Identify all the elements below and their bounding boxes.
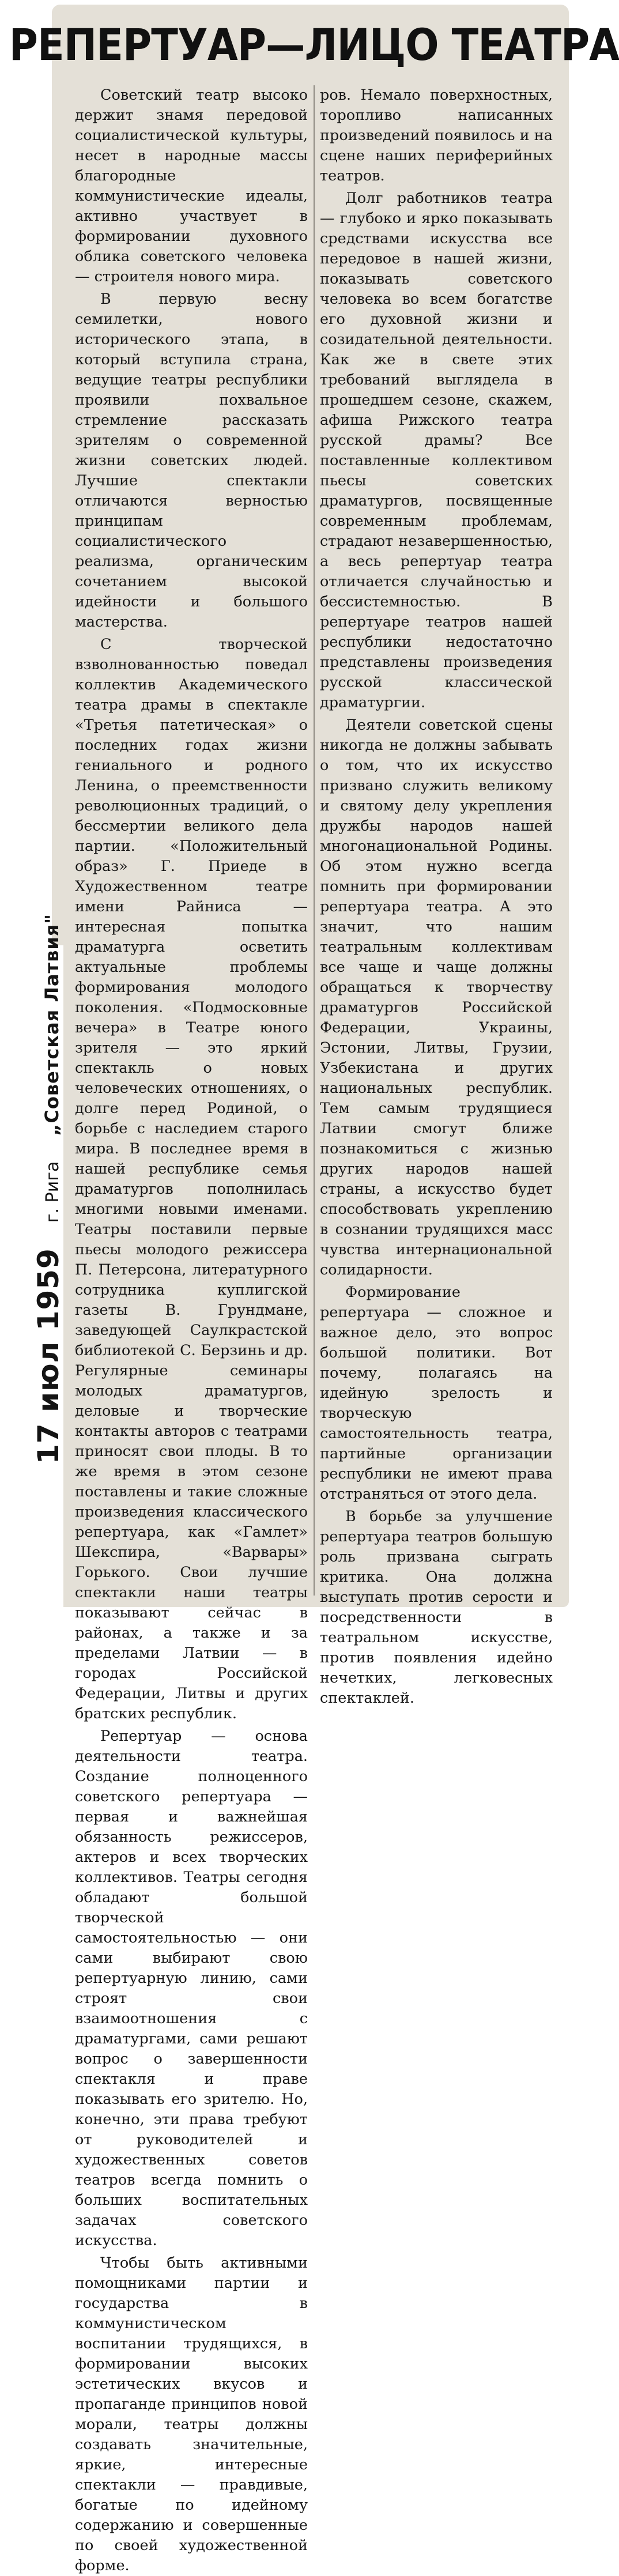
archive-stamp xyxy=(0,914,65,1614)
column-right xyxy=(320,85,553,1707)
column-divider xyxy=(314,85,315,1596)
stamp-date: 17 июл 1959 xyxy=(32,1248,65,1464)
paragraph: В борьбе за улучшение репертуара театров большую роль призвана сыграть критика. Она должна выступать против серости и посредственности в театральном искусстве, против появления идейно нечетких, легковесных спектаклей. xyxy=(320,1508,553,1707)
stamp-text xyxy=(32,914,65,1464)
stamp-newspaper-name: „Советская Латвия" xyxy=(41,914,63,1136)
headline: РЕПЕРТУАР—ЛИЦО ТЕАТРА xyxy=(9,18,619,70)
stamp-city: г. Рига xyxy=(43,1161,63,1223)
paragraph: В первую весну семилетки, нового исторического этапа, в который вступила страна, ведущие театры республики проявили похвальное стремление рассказать зрителям о современной жизни советских людей. Лучшие спектакли отличаются верностью принципам социалистического реализма, органическим сочетанием высокой идейности и большого мастерства. xyxy=(75,291,308,631)
paragraph: Репертуар — основа деятельности театра. Создание полноценного советского репертуара — первая и важнейшая обязанность режиссеров, актеров и всех творческих коллективов. Театры сегодня обладают большой творческой самостоятельностью — они сами выбирают свою репертуарную линию, сами строят свои взаимоотношения с драматургами, сами решают вопрос о завершенности спектакля и праве показывать его зрителю. Но, конечно, эти права требуют от руководителей и художественных советов театров всегда помнить о больших воспитательных задачах советского искусства. xyxy=(75,1728,308,2249)
paragraph: С творческой взволнованностью поведал коллектив Академического театра драмы в спектакле «Третья патетическая» о последних годах жизни гениального и родного Ленина, о преемственности революционных традиций, о бессмертии великого дела партии. «Положительный образ» Г. Приеде в Художественном театре имени Райниса — интересная попытка драматурга осветить актуальные проблемы формирования молодого поколения. «Подмосковные вечера» в Театре юного зрителя — это яркий спектакль о новых человеческих отношениях, о долге перед Родиной, о борьбе с наследием старого мира. В последнее время в нашей республике семья драматургов пополнилась многими новыми именами. Театры поставили первые пьесы молодого режиссера П. Петерсона, литературного сотрудника куплигской газеты В. Грундмане, заведующей Саулкрастской библиотекой С. Берзинь и др. Регулярные семинары молодых драматургов, деловые и творческие контакты авторов с театрами приносят свои плоды. В то же время в этом сезоне поставлены и такие сложные произведения классического репертуара, как «Гамлет» Шекспира, «Варвары» Горького. Свои лучшие спектакли наши театры показывают сейчас в районах, а также и за пределами Латвии — в городах Российской Федерации, Литвы и других братских республик. xyxy=(75,636,308,1722)
paragraph: Советский театр высоко держит знамя передовой социалистической культуры, несет в народные массы благородные коммунистические идеалы, активно участвует в формировании духовного облика советского человека — строителя нового мира. xyxy=(75,86,308,285)
column-left xyxy=(75,85,308,2574)
paragraph: Чтобы быть активными помощниками партии и государства в коммунистическом воспитании трудящихся, в формировании высоких эстетических вкусов и пропаганде принципов новой морали, театры должны создавать значительные, яркие, интересные спектакли — правдивые, богатые по идейному содержанию и совершенные по своей художественной форме. xyxy=(75,2254,308,2574)
paragraph: Долг работников театра — глубоко и ярко показывать средствами искусства все передовое в нашей жизни, показывать советского человека во всем богатстве его духовной жизни и созидательной деятельности. Как же в свете этих требований выглядела в прошедшем сезоне, скажем, афиша Рижского театра русской драмы? Все поставленные коллективом пьесы советских драматургов, посвященные современным проблемам, страдают незавершенностью, а весь репертуар театра отличается случайностью и бессистемностью. В репертуаре театров нашей республики недостаточно представлены произведения русской классической драматургии. xyxy=(320,190,553,711)
paragraph: ров. Немало поверхностных, торопливо написанных произведений появилось и на сцене наших периферийных театров. xyxy=(320,86,553,184)
paragraph: Формирование репертуара — сложное и важное дело, это вопрос большой политики. Вот почему, полагаясь на идейную зрелость и творческую самостоятельность театра, партийные организации республики не имеют права отстраняться от этого дела. xyxy=(320,1284,553,1503)
paragraph: Деятели советской сцены никогда не должны забывать о том, что их искусство призвано служить великому и святому делу укрепления дружбы народов нашей многонациональной Родины. Об этом нужно всегда помнить при формировании репертуара театра. А это значит, что нашим театральным коллективам все чаще и чаще должны обращаться к творчеству драматургов Российской Федерации, Украины, Эстонии, Литвы, Грузии, Узбекистана и других национальных республик. Тем самым трудящиеся Латвии смогут ближе познакомиться с жизнью других народов нашей страны, а искусство будет способствовать укреплению в сознании трудящихся масс чувства интернациональной солидарности. xyxy=(320,716,553,1278)
